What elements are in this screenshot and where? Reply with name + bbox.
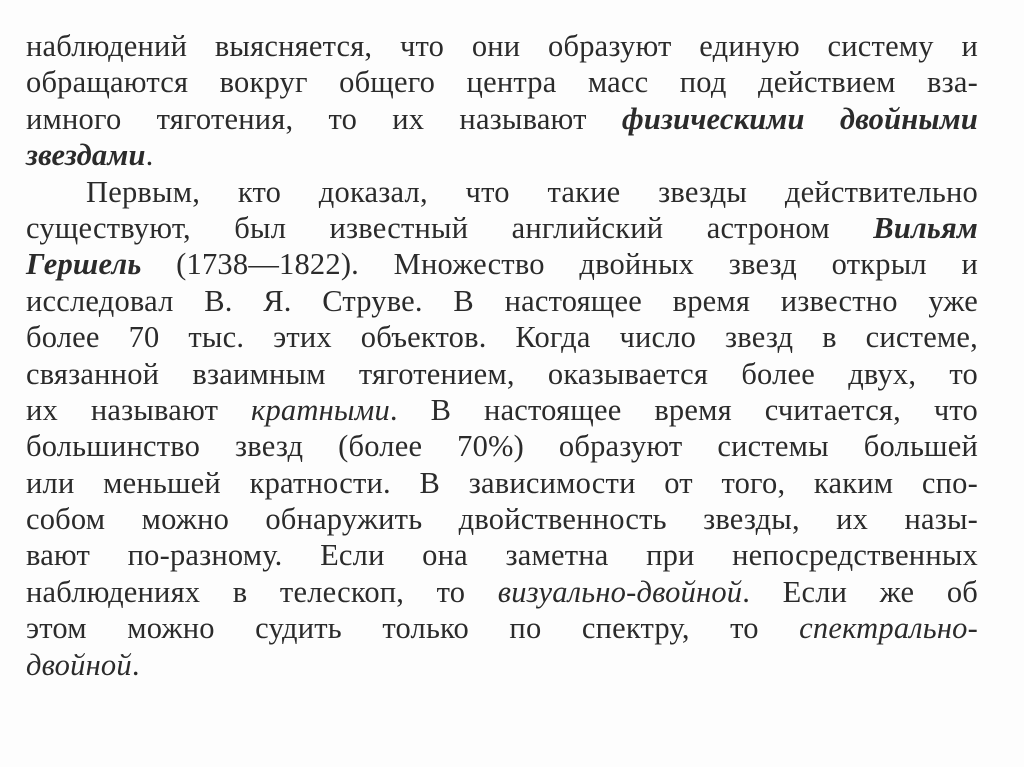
text-run: наблюдениях в телескоп, то: [26, 574, 498, 609]
text-run: связанной взаимным тяготением, оказывается более двух, то: [26, 356, 978, 391]
text-run: большинство звезд (более 70%) образуют системы большей: [26, 429, 978, 464]
text-run: исследовал В. Я. Струве. В настоящее время известно уже: [26, 283, 978, 318]
text-run: обращаются вокруг общего центра масс под действием вза-: [26, 65, 978, 100]
text-line: [26, 137, 978, 173]
text-line: [26, 574, 978, 610]
text-line: [26, 428, 978, 464]
text-run: Первым, кто доказал, что такие звезды действительно: [86, 174, 978, 209]
emphasized-name: Вильям: [873, 210, 978, 245]
text-line: [26, 101, 978, 137]
text-run: .: [145, 138, 154, 173]
text-line: [26, 28, 978, 64]
italic-term: визуально-двойной: [497, 574, 743, 609]
text-line: [26, 610, 978, 646]
text-line: [26, 465, 978, 501]
text-run: (1738—1822). Множество двойных звезд открыл и: [141, 247, 978, 282]
text-run: этом можно судить только по спектру, то: [26, 611, 800, 646]
text-run: их называют: [26, 392, 251, 427]
italic-term: двойной: [26, 647, 132, 682]
text-line: [26, 647, 978, 683]
text-run: вают по-разному. Если она заметна при непосредственных: [26, 538, 978, 573]
text-line: [26, 392, 978, 428]
text-run: существуют, был известный английский астроном: [26, 210, 874, 245]
text-line: [26, 537, 978, 573]
text-run: наблюдений выясняется, что они образуют единую систему и: [26, 29, 978, 63]
emphasized-term: звездами: [26, 138, 146, 173]
text-run: .: [131, 647, 140, 682]
paragraph-first-line: [26, 174, 978, 210]
text-run: более 70 тыс. этих объектов. Когда число звезд в системе,: [26, 320, 978, 355]
text-body: [26, 28, 978, 683]
italic-term: спектрально-: [799, 611, 978, 646]
text-line: [26, 210, 978, 246]
text-line: [26, 501, 978, 537]
text-line: [26, 64, 978, 100]
emphasized-term: физическими двойными: [621, 101, 978, 136]
italic-term: кратными: [251, 392, 390, 427]
text-run: . Если же об: [742, 574, 978, 609]
text-run: собом можно обнаружить двойственность звезды, их назы-: [26, 502, 978, 537]
emphasized-name: Гершель: [26, 247, 142, 282]
text-line: [26, 283, 978, 319]
text-run: имного тяготения, то их называют: [26, 101, 622, 136]
text-run: или меньшей кратности. В зависимости от того, каким спо-: [26, 465, 978, 500]
text-line: [26, 319, 978, 355]
text-line: [26, 246, 978, 282]
text-run: . В настоящее время считается, что: [389, 392, 978, 427]
text-line: [26, 356, 978, 392]
